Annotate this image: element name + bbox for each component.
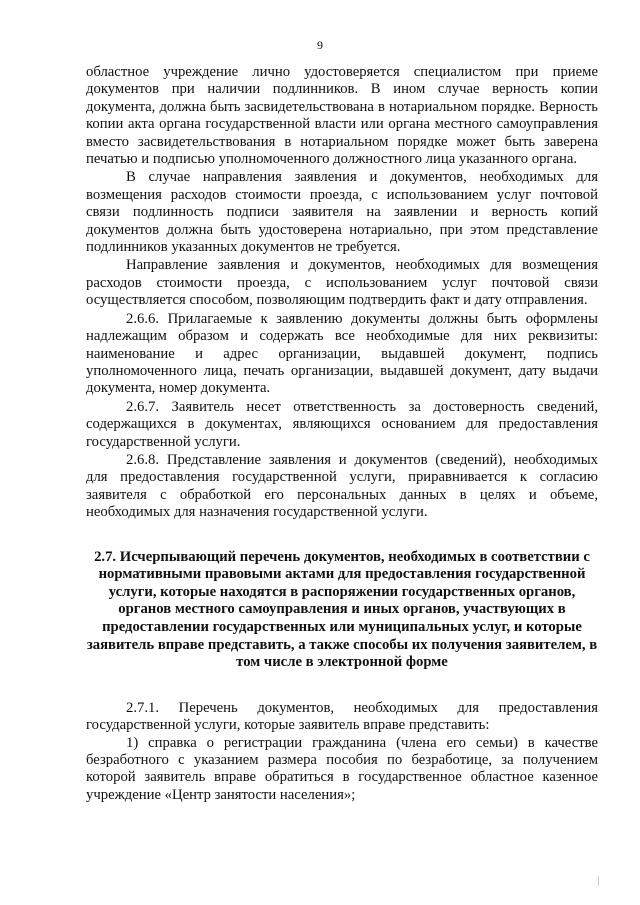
document-body [86, 64, 598, 804]
paragraph-2-7-1: 2.7.1. Перечень документов, необходимых для предоставления государственной услуги, которые заявитель вправе представить: [86, 699, 598, 734]
scan-margin-mark [598, 876, 599, 886]
paragraph-2-6-6: 2.6.6. Прилагаемые к заявлению документы должны быть оформлены надлежащим образом и содержать все необходимые для них реквизиты: наименование и адрес организации, выдавшей документ, подпись уполномоченного лица, печать организации, выдавшей документ, дату выдачи документа, номер документа. [86, 310, 598, 397]
list-item-1: 1) справка о регистрации гражданина (члена его семьи) в качестве безработного с указанием размера пособия по безработице, за получением которой заявитель вправе обратиться в государственное областное казенное учреждение «Центр занятости населения»; [86, 734, 598, 803]
section-heading-2-7: 2.7. Исчерпывающий перечень документов, необходимых в соответствии с нормативными правовыми актами для предоставления государственной услуги, которые находятся в распоряжении государственных органов, органов местного самоуправления и иных органов, участвующих в предоставлении государственных или муниципальных услуг, и которые заявитель вправе представить, а также способы их получения заявителем, в том числе в электронной форме [86, 548, 598, 671]
paragraph-postal-method: Направление заявления и документов, необходимых для возмещения расходов стоимости проезда, с использованием услуг почтовой связи осуществляется способом, позволяющим подтвердить факт и дату отправления. [86, 257, 598, 309]
paragraph-postal-submission: В случае направления заявления и документов, необходимых для возмещения расходов стоимости проезда, с использованием услуг почтовой связи подлинность подписи заявителя на заявлении и верность копий документов должна быть удостоверена нотариально, при этом представление подлинников указанных документов не требуется. [86, 169, 598, 256]
paragraph-copy-verification: областное учреждение лично удостоверяется специалистом при приеме документов при наличии подлинников. В ином случае верность копии документа, должна быть засвидетельствована в нотариальном порядке. Верность копии акта органа государственной власти или органа местного самоуправления вместо засвидетельствования в нотариальном порядке может быть заверена печатью и подписью уполномоченного должностного лица указанного органа. [86, 64, 598, 168]
paragraph-2-6-8: 2.6.8. Представление заявления и документов (сведений), необходимых для предоставления государственной услуги, приравнивается к согласию заявителя с обработкой его персональных данных в целях и объеме, необходимых для назначения государственной услуги. [86, 451, 598, 521]
page-number: 9 [317, 38, 323, 52]
paragraph-2-6-7: 2.6.7. Заявитель несет ответственность за достоверность сведений, содержащихся в документах, являющихся основанием для предоставления государственной услуги. [86, 398, 598, 450]
